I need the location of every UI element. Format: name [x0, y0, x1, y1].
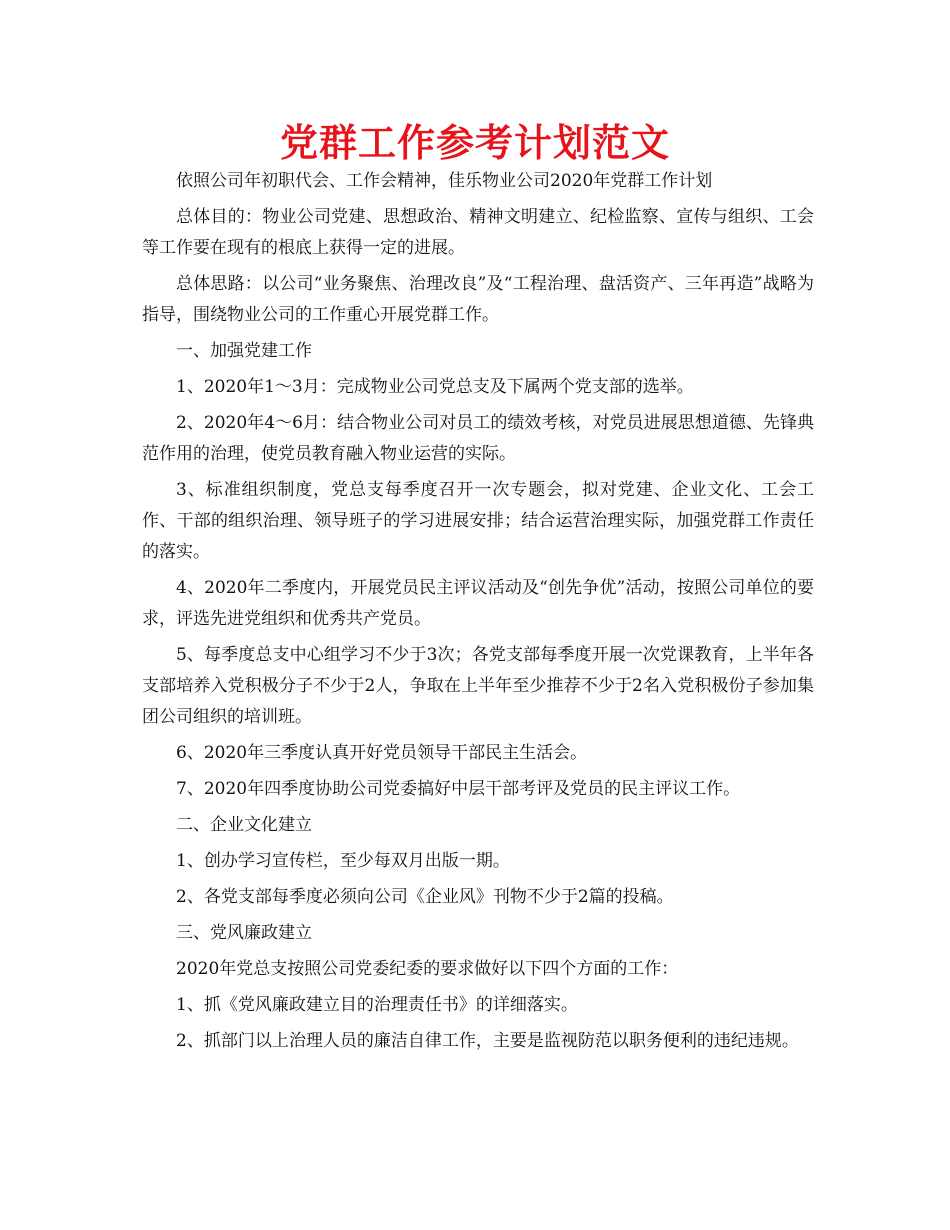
list-item: 2、2020年4～6月：结合物业公司对员工的绩效考核，对党员进展思想道德、先锋典范作用的治理，使党员教育融入物业运营的实际。: [142, 413, 814, 464]
list-item: 1、创办学习宣传栏，至少每双月出版一期。: [176, 851, 510, 871]
list-item: 1、2020年1～3月：完成物业公司党总支及下属两个党支部的选举。: [176, 377, 694, 397]
list-item: 4、2020年二季度内，开展党员民主评议活动及“创先争优”活动，按照公司单位的要求，评选先进党组织和优秀共产党员。: [142, 578, 814, 629]
document-title: 党群工作参考计划范文: [279, 121, 670, 165]
paragraph-intro: 依照公司年初职代会、工作会精神，佳乐物业公司2020年党群工作计划: [176, 171, 713, 191]
paragraph-overall-approach: 总体思路：以公司“业务聚焦、治理改良”及“工程治理、盘活资产、三年再造”战略为指导，围绕物业公司的工作重心开展党群工作。: [142, 274, 814, 325]
list-item: 3、标准组织制度，党总支每季度召开一次专题会，拟对党建、企业文化、工会工作、干部的组织治理、领导班子的学习进展安排；结合运营治理实际，加强党群工作责任的落实。: [142, 480, 814, 562]
paragraph-integrity-intro: 2020年党总支按照公司党委纪委的要求做好以下四个方面的工作：: [176, 959, 679, 979]
list-item: 5、每季度总支中心组学习不少于3次；各党支部每季度开展一次党课教育，上半年各支部培养入党积极分子不少于2人，争取在上半年至少推荐不少于2名入党积极份子参加集团公司组织的培训班。: [142, 645, 814, 727]
list-item: 7、2020年四季度协助公司党委搞好中层干部考评及党员的民主评议工作。: [176, 779, 741, 799]
section-heading-party-building: 一、加强党建工作: [176, 341, 312, 361]
section-heading-corporate-culture: 二、企业文化建立: [176, 815, 312, 835]
list-item: 2、各党支部每季度必须向公司《企业风》刊物不少于2篇的投稿。: [176, 887, 674, 907]
list-item: 2、抓部门以上治理人员的廉洁自律工作，主要是监视防范以职务便利的违纪违规。: [176, 1031, 799, 1051]
section-heading-integrity: 三、党风廉政建立: [176, 923, 312, 943]
paragraph-overall-goal: 总体目的：物业公司党建、思想政治、精神文明建立、纪检监察、宣传与组织、工会等工作要在现有的根底上获得一定的进展。: [142, 207, 814, 258]
document-body: [142, 166, 814, 1062]
list-item: 6、2020年三季度认真开好党员领导干部民主生活会。: [176, 743, 588, 763]
list-item: 1、抓《党风廉政建立目的治理责任书》的详细落实。: [176, 995, 578, 1015]
